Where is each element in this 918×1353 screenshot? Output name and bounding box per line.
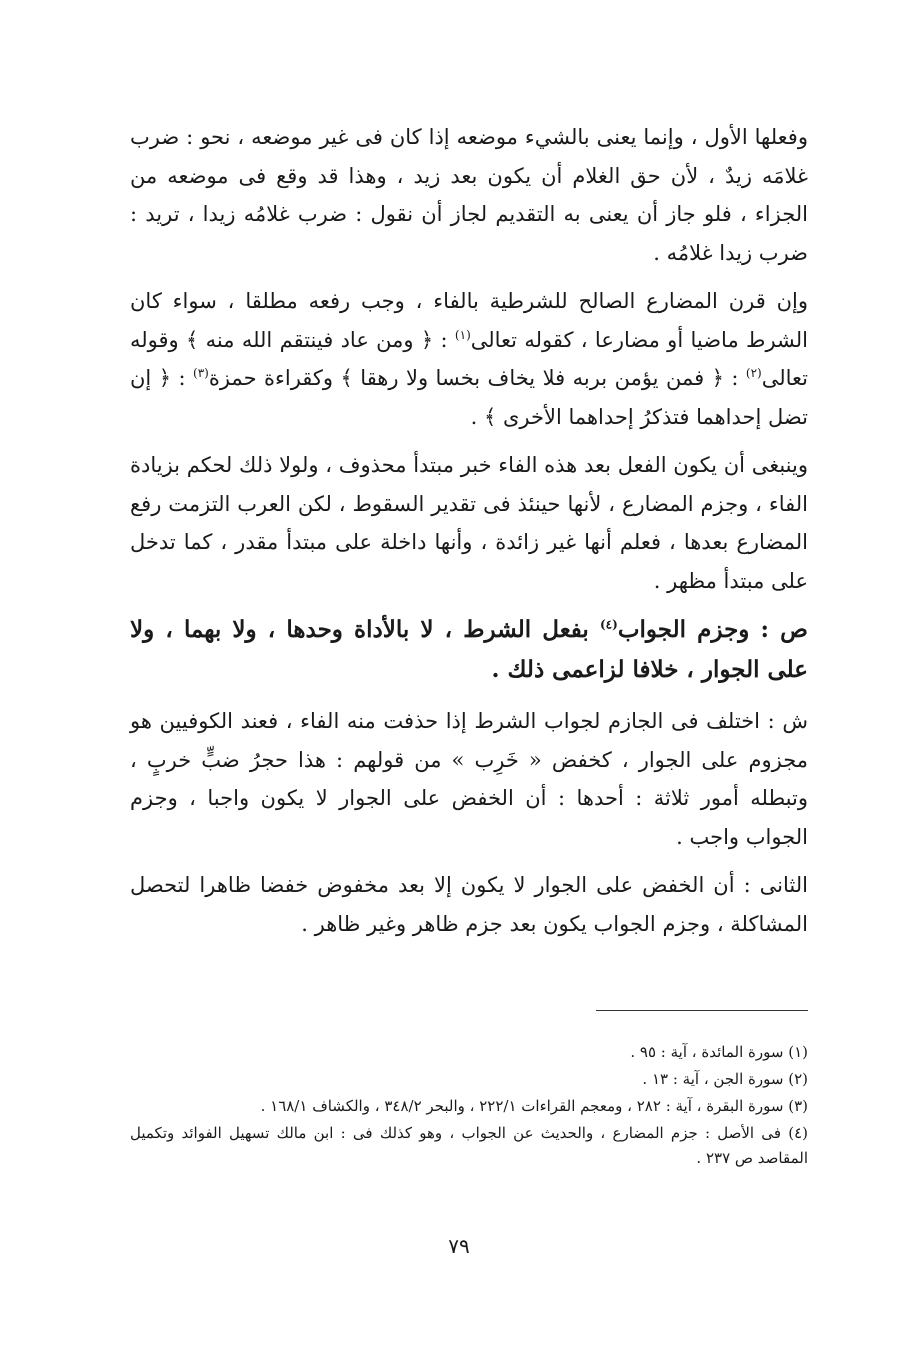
paragraph-2-text-b: : ﴿ ومن عاد فينتقم الله منه ﴾ وقوله تعالى (130, 327, 808, 390)
paragraph-2-text-d: : ﴿ إن تضل إحداهما فتذكرُ إحداهما الأخرى ﴾ . (130, 366, 808, 429)
footnote-ref-1[interactable]: (١) (454, 327, 471, 342)
rule-statement (130, 610, 808, 690)
footnote-ref-4[interactable]: (٤) (599, 617, 618, 632)
main-text (130, 118, 808, 953)
paragraph-1-text: وفعلها الأول ، وإنما يعنى بالشيء موضعه إذا كان فى غير موضعه ، نحو : ضرب غلامَه زيدٌ ، لأن حق الغلام أن يكون بعد زيد ، وهذا قد وقع فى موضعه من الجزاء ، فلو جاز أن يعنى به التقديم لجاز أن نقول : ضرب غلامُه زيدا ، تريد : ضرب زيدا غلامُه . (130, 125, 808, 265)
footnote-3: (٣) سورة البقرة ، آية : ٢٨٢ ، ومعجم القراءات ٢٢٢/١ ، والبحر ٣٤٨/٢ ، والكشاف ١٦٨/١ . (260, 1097, 808, 1115)
page-number: ٧٩ (448, 1234, 470, 1258)
paragraph-2 (130, 282, 808, 436)
footnote-1: (١) سورة المائدة ، آية : ٩٥ . (630, 1043, 808, 1061)
footnote-2: (٢) سورة الجن ، آية : ١٣ . (642, 1070, 808, 1088)
paragraph-5-text: ش : اختلف فى الجازم لجواب الشرط إذا حذفت منه الفاء ، فعند الكوفيين هو مجزوم على الجوار ، كخفض « خَرِب » من قولهم : هذا حجرُ ضبٍّ خربٍ ، وتبطله أمور ثلاثة : أحدها : أن الخفض على الجوار لا يكون واجبا ، وجزم الجواب واجب . (130, 709, 808, 849)
paragraph-2-text-c: : ﴿ فمن يؤمن بربه فلا يخاف بخسا ولا رهقا ﴾ وكقراءة حمزة (208, 366, 746, 390)
footnote-ref-2[interactable]: (٢) (745, 366, 762, 380)
paragraph-6-text: الثانى : أن الخفض على الجوار لا يكون إلا بعد مخفوض خفضا ظاهرا لتحصل المشاكلة ، وجزم الجواب يكون بعد جزم ظاهر وغير ظاهر . (130, 873, 808, 936)
footnote-divider (596, 1010, 808, 1011)
paragraph-3-text: وينبغى أن يكون الفعل بعد هذه الفاء خبر مبتدأ محذوف ، ولولا ذلك لحكم بزيادة الفاء ، وجزم المضارع ، لأنها حينئذ فى تقدير السقوط ، لكن العرب التزمت رفع المضارع بعدها ، فعلم أنها غير زائدة ، وأنها داخلة على مبتدأ مقدر ، كما تدخل على مبتدأ مظهر . (130, 453, 808, 593)
footnote-4: (٤) فى الأصل : جزم المضارع ، والحديث عن الجواب ، وهو كذلك فى : ابن مالك تسهيل الفوائد وتكميل المقاصد ص ٢٣٧ . (130, 1124, 808, 1167)
paragraph-2-text-a: وإن قرن المضارع الصالح للشرطية بالفاء ، وجب رفعه مطلقا ، سواء كان الشرط ماضيا أو مضارعا ، كقوله تعالى (130, 289, 808, 352)
paragraph-6 (130, 866, 808, 943)
footnote-ref-3[interactable]: (٣) (193, 366, 209, 380)
footnotes (130, 1040, 808, 1173)
rule-statement-text-a: ص : وجزم الجواب (617, 616, 808, 643)
paragraph-1 (130, 118, 808, 272)
paragraph-3 (130, 446, 808, 600)
paragraph-5 (130, 702, 808, 856)
rule-statement-text-b: بفعل الشرط ، لا بالأداة وحدها ، ولا بهما ، ولا على الجوار ، خلافا لزاعمى ذلك . (130, 616, 808, 683)
